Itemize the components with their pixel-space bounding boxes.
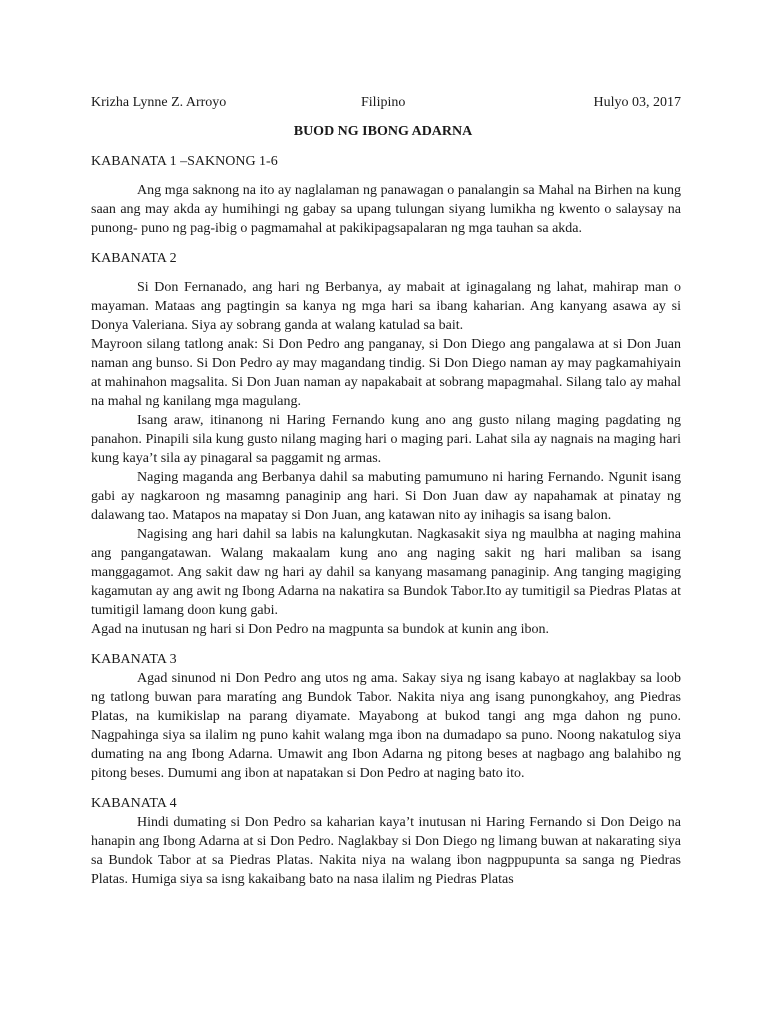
document-date: Hulyo 03, 2017 [593, 95, 681, 110]
author-name: Krizha Lynne Z. Arroyo [91, 95, 227, 110]
chapter-heading: KABANATA 2 [91, 251, 177, 266]
paragraph: Naging maganda ang Berbanya dahil sa mabuting pamumuno ni haring Fernando. Ngunit isang gabi ay nagkaroon ng masamng panaginip ang hari. Si Don Juan daw ay napahamak at pinatay ng dalawang tao. Matapos na mapatay si Don Juan, ang katawan nito ay inihagis sa isang balon. [91, 470, 681, 523]
paragraph: Nagising ang hari dahil sa labis na kalungkutan. Nagkasakit siya ng maulbha at naging mahina ang pangangatawan. Walang makaalam kung ano ang naging sakit ng hari maliban sa isang manggagamot. Ang sakit daw ng hari ay dahil sa kanyang masamang panaginip. Ang tanging magiging kagamutan ay ang awit ng Ibong Adarna na nakatira sa Bundok Tabor.Ito ay tumitigil sa Piedras Platas at tumitigil lamang doon kung gabi. [91, 527, 681, 618]
document-title: BUOD NG IBONG ADARNA [293, 124, 473, 139]
paragraph: Ang mga saknong na ito ay naglalaman ng panawagan o panalangin sa Mahal na Birhen na kung saan ang may akda ay humihingi ng gabay sa upang tulungan siyang lumikha ng kwento o salaysay na punong- puno ng pag-ibig o pagmamahal at pakikipagsapalaran ng mga tauhan sa akda. [91, 183, 681, 236]
paragraph: Agad na inutusan ng hari si Don Pedro na magpunta sa bundok at kunin ang ibon. [91, 622, 550, 637]
paragraph: Mayroon silang tatlong anak: Si Don Pedro ang panganay, si Don Diego ang pangalawa at si Don Juan naman ang bunso. Si Don Pedro ay may magandang tindig. Si Don Diego naman ay may pagkamahiyain at mahinahon magsalita. Si Don Juan naman ay napakabait at sobrang mapagmahal. Silang talo ay mahal na mahal ng kanilang mga magulang. [91, 337, 681, 409]
paragraph: Isang araw, itinanong ni Haring Fernando kung ano ang gusto nilang maging pagdating ng panahon. Pinapili sila kung gusto nilang maging hari o maging pari. Lahat sila ay nagnais na maging hari kung kaya’t sila ay pinagaral sa paggamit ng armas. [91, 413, 681, 466]
chapter-heading: KABANATA 1 –SAKNONG 1-6 [91, 154, 278, 169]
paragraph: Agad sinunod ni Don Pedro ang utos ng ama. Sakay siya ng isang kabayo at naglakbay sa loob ng tatlong buwan para maratíng ang Bundok Tabor. Nakita niya ang isang punongkahoy, ang Piedras Platas, na kumikislap na parang diyamate. Mayabong at bukod tangi ang mga dahon ng puno. Nagpahinga siya sa ilalim ng puno kahit walang mga ibon na dumadapo sa puno. Noong nakatulog siya dumating na ang Ibong Adarna. Umawit ang Ibon Adarna ng pitong beses at nagbago ang balahibo ng pitong beses. Dumumi ang ibon at napatakan si Don Pedro at naging bato ito. [91, 671, 681, 781]
chapter-heading: KABANATA 3 [91, 652, 177, 667]
chapter-heading: KABANATA 4 [91, 796, 177, 811]
document-header [91, 94, 681, 112]
paragraph: Hindi dumating si Don Pedro sa kaharian kaya’t inutusan ni Haring Fernando si Don Deigo na hanapin ang Ibong Adarna at si Don Pedro. Naglakbay si Don Diego ng limang buwan at nakarating siya sa Bundok Tabor at sa Piedras Platas. Nakita niya na walang ibon nagppupunta sa sanga ng Piedras Platas. Humiga siya sa isng kakaibang bato na nasa ilalim ng Piedras Platas [91, 815, 681, 887]
subject-label: Filipino [361, 95, 406, 110]
document-body [91, 94, 681, 889]
paragraph: Si Don Fernanado, ang hari ng Berbanya, ay mabait at iginagalang ng lahat, mahirap man o mayaman. Mataas ang pagtingin sa kanya ng mga hari sa ibang kaharian. Ang kanyang asawa ay si Donya Valeriana. Siya ay sobrang ganda at walang katulad sa bait. [91, 280, 681, 333]
